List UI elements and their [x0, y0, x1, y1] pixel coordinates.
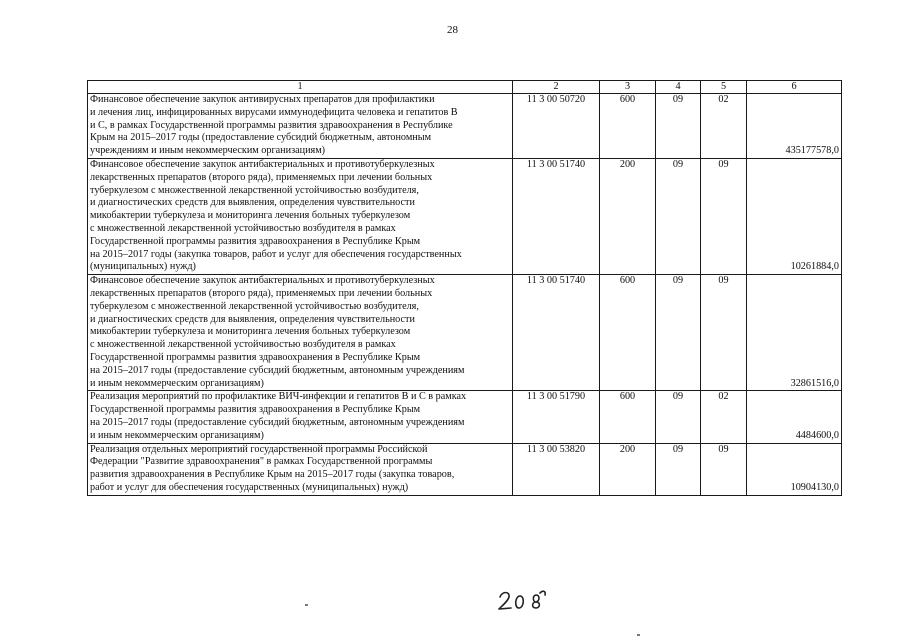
row-col5: 02 [701, 94, 747, 159]
row-description: Реализация мероприятий по профилактике ВИЧ-инфекции и гепатитов В и С в рамках Государственной программы развития здравоохранения в Республике Крым на 2015–2017 годы (предоставление субсидий бюджетным, автономным учреждениям и иным некоммерческим организациям) [88, 391, 513, 443]
table-row [88, 94, 842, 159]
row-amount: 10904130,0 [747, 443, 842, 495]
header-col-3: 3 [600, 81, 656, 94]
row-col4: 09 [656, 94, 701, 159]
row-code: 11 3 00 51740 [513, 275, 600, 391]
handwritten-page-mark [496, 586, 556, 614]
page-number: 28 [447, 24, 458, 36]
row-amount: 10261884,0 [747, 158, 842, 274]
table-row [88, 443, 842, 495]
header-col-4: 4 [656, 81, 701, 94]
row-code: 11 3 00 50720 [513, 94, 600, 159]
row-description: Реализация отдельных мероприятий государственной программы Российской Федерации "Развитие здравоохранения" в рамках Государственной программы развития здравоохранения в Республике Крым на 2015–2017 годы (закупка товаров, работ и услуг для обеспечения государственных (муниципальных) нужд) [88, 443, 513, 495]
row-col3: 600 [600, 391, 656, 443]
scan-speck [637, 634, 640, 636]
row-col4: 09 [656, 275, 701, 391]
header-col-1: 1 [88, 81, 513, 94]
row-description: Финансовое обеспечение закупок антивирусных препаратов для профилактики и лечения лиц, инфицированных вирусами иммунодефицита человека и гепатитов В и С, в рамках Государственной программы развития здравоохранения в Республике Крым на 2015–2017 годы (предоставление субсидий бюджетным, автономным учреждениям и иным некоммерческим организациям) [88, 94, 513, 159]
row-col5: 09 [701, 158, 747, 274]
header-col-5: 5 [701, 81, 747, 94]
row-col4: 09 [656, 443, 701, 495]
table-header-row [88, 81, 842, 94]
table-row [88, 158, 842, 274]
table-row [88, 391, 842, 443]
scan-speck [305, 604, 308, 606]
row-col5: 09 [701, 443, 747, 495]
row-col3: 200 [600, 158, 656, 274]
row-col3: 600 [600, 94, 656, 159]
row-code: 11 3 00 51790 [513, 391, 600, 443]
row-col3: 200 [600, 443, 656, 495]
table-row [88, 275, 842, 391]
row-code: 11 3 00 53820 [513, 443, 600, 495]
budget-table [87, 80, 842, 496]
row-description: Финансовое обеспечение закупок антибактериальных и противотуберкулезных лекарственных препаратов (второго ряда), применяемых при лечении больных туберкулезом с множественной лекарственной устойчивостью возбудителя, и диагностических средств для выявления, определения чувствительности микобактерии туберкулеза и мониторинга лечения больных туберкулезом с множественной лекарственной устойчивостью возбудителя в рамках Государственной программы развития здравоохранения в Республике Крым на 2015–2017 годы (предоставление субсидий бюджетным, автономным учреждениям и иным некоммерческим организациям) [88, 275, 513, 391]
row-amount: 32861516,0 [747, 275, 842, 391]
row-code: 11 3 00 51740 [513, 158, 600, 274]
row-amount: 4484600,0 [747, 391, 842, 443]
row-col3: 600 [600, 275, 656, 391]
row-col5: 09 [701, 275, 747, 391]
row-col4: 09 [656, 158, 701, 274]
header-col-6: 6 [747, 81, 842, 94]
row-amount: 435177578,0 [747, 94, 842, 159]
row-col5: 02 [701, 391, 747, 443]
row-description: Финансовое обеспечение закупок антибактериальных и противотуберкулезных лекарственных препаратов (второго ряда), применяемых при лечении больных туберкулезом с множественной лекарственной устойчивостью возбудителя, и диагностических средств для выявления, определения чувствительности микобактерии туберкулеза и мониторинга лечения больных туберкулезом с множественной лекарственной устойчивостью возбудителя в рамках Государственной программы развития здравоохранения в Республике Крым на 2015–2017 годы (закупка товаров, работ и услуг для обеспечения государственных (муниципальных) нужд) [88, 158, 513, 274]
row-col4: 09 [656, 391, 701, 443]
header-col-2: 2 [513, 81, 600, 94]
